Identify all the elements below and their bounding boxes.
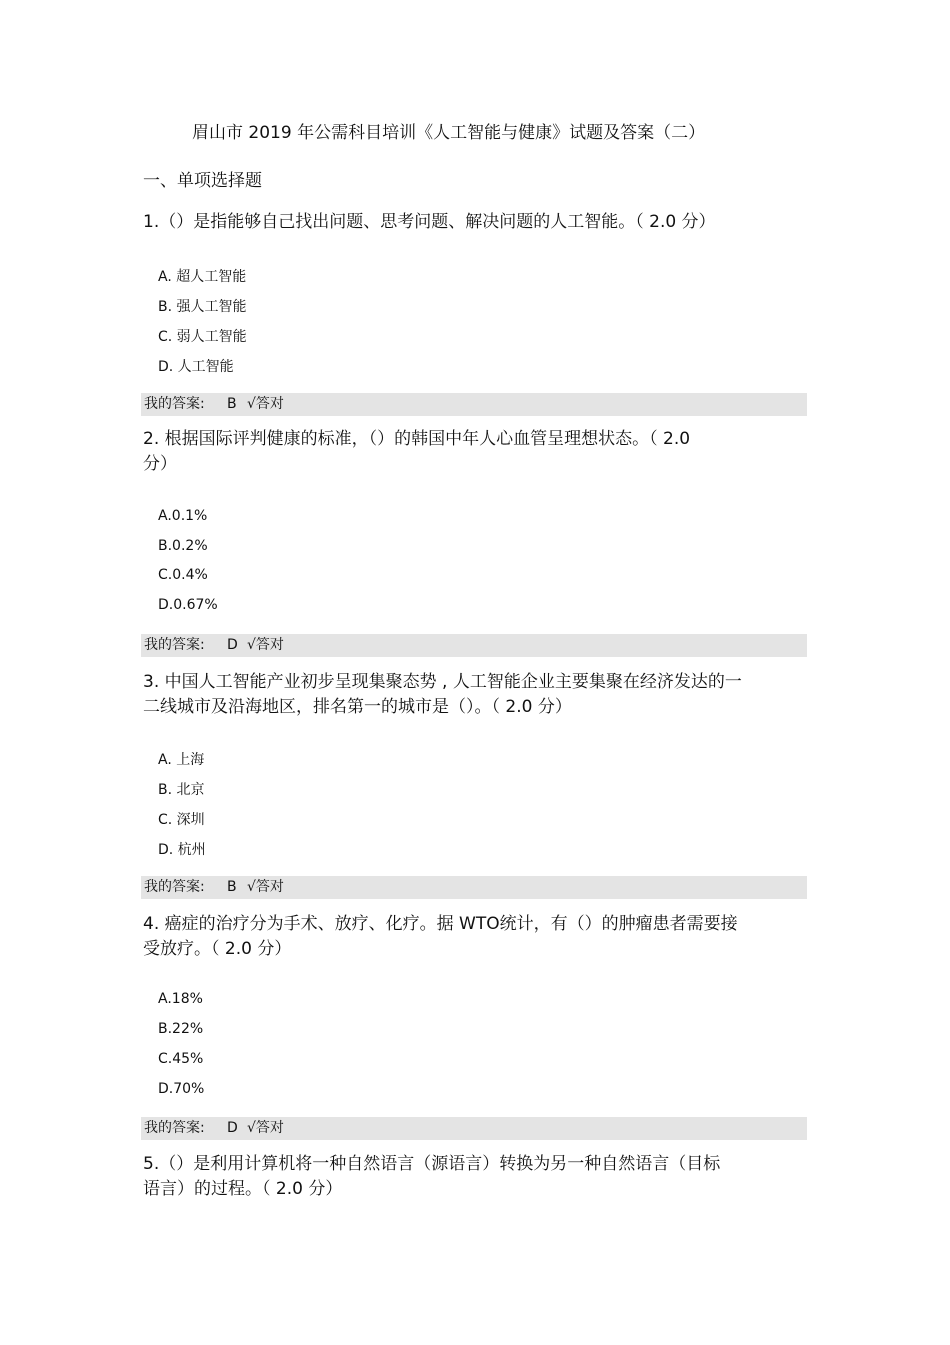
option-b: B. 强人工智能 (158, 299, 247, 315)
answer-bar (141, 1117, 807, 1140)
option-b: B.0.2% (158, 538, 208, 554)
answer-bar (141, 393, 807, 416)
option-c: C.45% (158, 1051, 204, 1067)
document-title: 眉山市 2019 年公需科目培训《人工智能与健康》试题及答案（二） (192, 123, 706, 143)
question-text-continued: 二线城市及沿海地区，排名第一的城市是（）。（ 2.0 分） (143, 697, 572, 717)
question-text: 1.（）是指能够自己找出问题、思考问题、解决问题的人工智能。（ 2.0 分） (143, 212, 716, 232)
question-text-continued: 分） (143, 454, 177, 474)
question-text: 5.（）是利用计算机将一种自然语言（源语言）转换为另一种自然语言（目标 (143, 1154, 721, 1174)
question-text: 2. 根据国际评判健康的标准，（）的韩国中年人心血管呈理想状态。（ 2.0 (143, 429, 691, 449)
answer-result: √答对 (247, 637, 284, 653)
option-d: D.0.67% (158, 597, 218, 613)
question-text: 3. 中国人工智能产业初步呈现集聚态势 , 人工智能企业主要集聚在经济发达的一 (143, 672, 742, 692)
answer-result: √答对 (247, 1120, 284, 1136)
question-3 (143, 670, 793, 720)
answer-label: 我的答案: (144, 879, 205, 895)
question-5 (143, 1152, 793, 1202)
option-a: A. 上海 (158, 752, 205, 768)
answer-value: D (227, 1120, 238, 1136)
question-1 (143, 210, 793, 235)
question-text: 4. 癌症的治疗分为手术、放疗、化疗。据 WTO统计，有（）的肿瘤患者需要接 (143, 914, 738, 934)
option-a: A. 超人工智能 (158, 269, 247, 285)
option-d: D. 人工智能 (158, 359, 234, 375)
option-c: C.0.4% (158, 567, 208, 583)
answer-bar (141, 634, 807, 657)
question-4 (143, 912, 793, 962)
answer-value: B (227, 879, 237, 895)
answer-label: 我的答案: (144, 1120, 205, 1136)
option-b: B. 北京 (158, 782, 205, 798)
option-a: A.0.1% (158, 508, 208, 524)
answer-result: √答对 (247, 879, 284, 895)
option-c: C. 弱人工智能 (158, 329, 247, 345)
option-d: D. 杭州 (158, 842, 206, 858)
answer-label: 我的答案: (144, 637, 205, 653)
question-text-continued: 语言）的过程。（ 2.0 分） (143, 1179, 343, 1199)
answer-value: B (227, 396, 237, 412)
answer-label: 我的答案: (144, 396, 205, 412)
option-b: B.22% (158, 1021, 204, 1037)
question-2 (143, 427, 793, 477)
option-a: A.18% (158, 991, 203, 1007)
option-d: D.70% (158, 1081, 205, 1097)
answer-value: D (227, 637, 238, 653)
section-heading: 一、单项选择题 (143, 171, 262, 191)
question-text-continued: 受放疗。（ 2.0 分） (143, 939, 292, 959)
answer-bar (141, 876, 807, 899)
answer-result: √答对 (247, 396, 284, 412)
option-c: C. 深圳 (158, 812, 205, 828)
